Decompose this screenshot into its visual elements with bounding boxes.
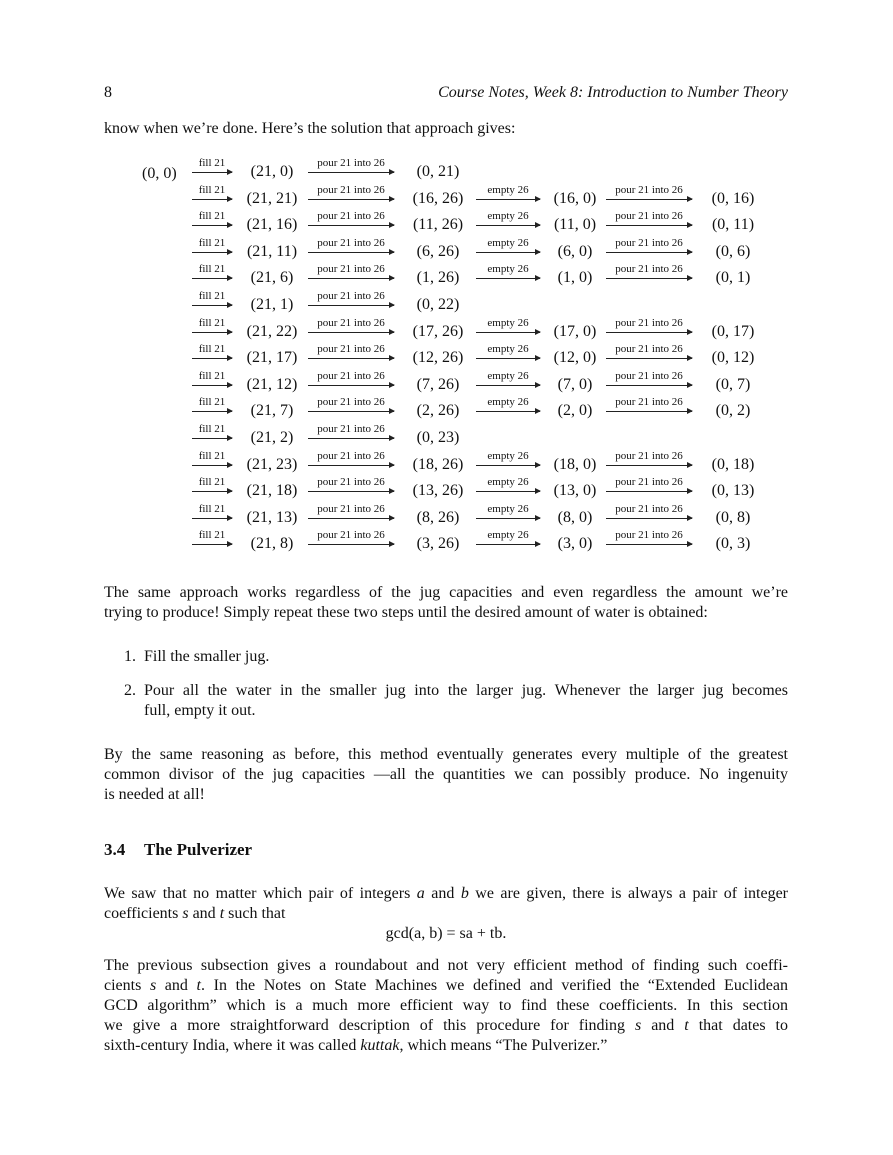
- jug-state: (21, 16): [246, 216, 298, 234]
- step-arrow: [308, 476, 394, 498]
- arrow-icon: [192, 518, 232, 519]
- arrow-icon: [192, 465, 232, 466]
- jug-state: (17, 26): [412, 322, 464, 340]
- step-label: pour 21 into 26: [317, 289, 385, 302]
- arrow-icon: [192, 491, 232, 492]
- step-arrow: [308, 184, 394, 206]
- sequence-row: [138, 423, 758, 450]
- step-arrow: [476, 263, 540, 285]
- text: cients: [104, 977, 150, 994]
- step-arrow: [308, 503, 394, 525]
- arrow-icon: [192, 278, 232, 279]
- arrow-icon: [606, 491, 692, 492]
- step-arrow: [606, 450, 692, 472]
- step-arrow: [606, 396, 692, 418]
- jug-state: (0, 8): [715, 508, 751, 526]
- para4-line: GCD algorithm” which is a much more efficient way to find these coefficients. In this section: [104, 997, 788, 1014]
- arrow-icon: [192, 332, 232, 333]
- sequence-row: [138, 476, 758, 503]
- step-arrow: [192, 529, 232, 551]
- step-label: fill 21: [198, 529, 226, 542]
- sequence-row: [138, 157, 758, 184]
- step-label: pour 21 into 26: [615, 263, 683, 276]
- para3-line: [104, 904, 788, 924]
- jug-state: (12, 0): [553, 349, 597, 367]
- list-text: [144, 681, 788, 721]
- sequence-row: [138, 370, 758, 397]
- arrow-icon: [308, 332, 394, 333]
- arrow-icon: [308, 385, 394, 386]
- text: coefficients: [104, 905, 183, 922]
- step-arrow: [476, 237, 540, 259]
- text: we give a more straightforward description of this procedure for finding: [104, 1017, 635, 1034]
- arrow-icon: [606, 332, 692, 333]
- text: , which means “The Pulverizer.”: [399, 1037, 608, 1054]
- jug-state: (0, 21): [416, 163, 460, 180]
- step-arrow: [606, 503, 692, 525]
- step-label: pour 21 into 26: [615, 210, 683, 223]
- section-number: 3.4: [104, 840, 126, 859]
- step-arrow: [192, 476, 232, 498]
- list-number: 2.: [124, 682, 136, 699]
- step-label: pour 21 into 26: [317, 183, 385, 196]
- var-s: s: [182, 905, 189, 922]
- step-arrow: [192, 237, 232, 259]
- jug-state: (21, 8): [250, 535, 294, 553]
- arrow-icon: [192, 172, 232, 173]
- para1-line: The same approach works regardless of the jug capacities and even regardless the amount we’re: [104, 584, 788, 601]
- step-label: empty 26: [487, 183, 529, 196]
- jug-state: (0, 11): [711, 216, 755, 234]
- para1-line: trying to produce! Simply repeat these two steps until the desired amount of water is obtained:: [104, 604, 708, 621]
- arrow-icon: [192, 305, 232, 306]
- arrow-icon: [476, 332, 540, 333]
- step-label: empty 26: [487, 236, 529, 249]
- jug-state: (0, 17): [711, 322, 755, 340]
- step-arrow: [606, 529, 692, 551]
- jug-state: (1, 0): [557, 269, 593, 287]
- jug-state: (21, 11): [246, 242, 298, 260]
- paragraph-same-reasoning: [104, 745, 788, 805]
- list-text-line: full, empty it out.: [144, 702, 256, 719]
- arrow-icon: [606, 411, 692, 412]
- step-label: fill 21: [198, 449, 226, 462]
- text: sixth-century India, where it was called: [104, 1037, 361, 1054]
- text: . In the Notes on State Machines we defined and verified the “Extended Euclidean: [201, 977, 789, 994]
- section-title: The Pulverizer: [144, 840, 253, 859]
- step-arrow: [308, 343, 394, 365]
- jug-state: (0, 6): [715, 242, 751, 260]
- jug-state: (21, 21): [246, 189, 298, 207]
- jug-state: (16, 0): [553, 189, 597, 207]
- step-arrow: [192, 370, 232, 392]
- arrow-icon: [192, 199, 232, 200]
- step-arrow: [606, 184, 692, 206]
- step-arrow: [476, 529, 540, 551]
- jug-state: (21, 22): [246, 322, 298, 340]
- step-label: pour 21 into 26: [615, 183, 683, 196]
- step-label: fill 21: [198, 236, 226, 249]
- jug-state: (7, 26): [416, 375, 460, 393]
- jug-state: (0, 23): [416, 428, 460, 446]
- text: we are given, there is always a pair of integer: [468, 885, 788, 902]
- jug-state: (0, 22): [416, 295, 460, 313]
- step-label: empty 26: [487, 396, 529, 409]
- sequence-row: [138, 184, 758, 211]
- step-label: empty 26: [487, 263, 529, 276]
- arrow-icon: [192, 411, 232, 412]
- var-t: t: [684, 1017, 689, 1034]
- var-t: t: [196, 977, 201, 994]
- sequence-row: [138, 343, 758, 370]
- var-t: t: [219, 905, 225, 922]
- var-a: a: [416, 885, 425, 902]
- jug-state: (11, 26): [412, 216, 464, 234]
- step-arrow: [476, 503, 540, 525]
- arrow-icon: [308, 438, 394, 439]
- step-arrow: [192, 263, 232, 285]
- step-label: pour 21 into 26: [317, 449, 385, 462]
- arrow-icon: [606, 358, 692, 359]
- sequence-row: [138, 529, 758, 556]
- jug-state: (7, 0): [557, 375, 593, 393]
- arrow-icon: [606, 544, 692, 545]
- step-arrow: [476, 370, 540, 392]
- arrow-icon: [606, 252, 692, 253]
- arrow-icon: [476, 411, 540, 412]
- jug-state: (1, 26): [416, 269, 460, 287]
- step-arrow: [308, 210, 394, 232]
- jug-state: (21, 17): [246, 349, 298, 367]
- jug-state: (21, 18): [246, 482, 298, 500]
- jug-state: (12, 26): [412, 349, 464, 367]
- step-arrow: [476, 343, 540, 365]
- step-arrow: [308, 290, 394, 312]
- jug-state: (21, 13): [246, 508, 298, 526]
- step-label: empty 26: [487, 316, 529, 329]
- step-label: pour 21 into 26: [615, 476, 683, 489]
- running-title: Course Notes, Week 8: Introduction to Number Theory: [438, 84, 788, 101]
- text: We saw that no matter which pair of integers: [104, 885, 417, 902]
- text: and: [641, 1017, 685, 1034]
- step-label: pour 21 into 26: [317, 263, 385, 276]
- arrow-icon: [606, 465, 692, 466]
- jug-state: (8, 26): [416, 508, 460, 526]
- jug-state: (21, 6): [250, 269, 294, 287]
- arrow-icon: [476, 225, 540, 226]
- step-arrow: [308, 396, 394, 418]
- arrow-icon: [476, 252, 540, 253]
- arrow-icon: [192, 252, 232, 253]
- step-arrow: [308, 157, 394, 179]
- jug-state: (0, 3): [715, 535, 751, 553]
- text: and: [188, 905, 220, 922]
- jug-state: (21, 1): [250, 295, 294, 313]
- step-label: empty 26: [487, 343, 529, 356]
- arrow-icon: [476, 518, 540, 519]
- start-state: (0, 0): [142, 165, 177, 182]
- step-arrow: [476, 210, 540, 232]
- page-header: [104, 84, 788, 104]
- step-label: fill 21: [198, 289, 226, 302]
- step-label: empty 26: [487, 502, 529, 515]
- var-b: b: [460, 885, 469, 902]
- step-arrow: [476, 184, 540, 206]
- step-label: pour 21 into 26: [317, 343, 385, 356]
- sequence-row: [138, 450, 758, 477]
- jug-state: (18, 26): [412, 455, 464, 473]
- jug-state: (11, 0): [553, 216, 597, 234]
- arrow-icon: [308, 225, 394, 226]
- arrow-icon: [192, 544, 232, 545]
- arrow-icon: [308, 411, 394, 412]
- step-label: fill 21: [198, 343, 226, 356]
- jug-state: (21, 23): [246, 455, 298, 473]
- arrow-icon: [308, 199, 394, 200]
- step-label: pour 21 into 26: [317, 502, 385, 515]
- step-arrow: [308, 263, 394, 285]
- step-label: fill 21: [198, 396, 226, 409]
- step-label: fill 21: [198, 263, 226, 276]
- arrow-icon: [476, 544, 540, 545]
- arrow-icon: [192, 225, 232, 226]
- jug-state: (0, 1): [715, 269, 751, 287]
- step-label: fill 21: [198, 502, 226, 515]
- step-arrow: [192, 450, 232, 472]
- arrow-icon: [308, 491, 394, 492]
- jug-state: (21, 12): [246, 375, 298, 393]
- step-arrow: [192, 396, 232, 418]
- step-arrow: [192, 210, 232, 232]
- jug-state: (0, 13): [711, 482, 755, 500]
- step-label: empty 26: [487, 449, 529, 462]
- para3-line: [104, 884, 788, 904]
- step-arrow: [192, 184, 232, 206]
- text: such that: [224, 905, 286, 922]
- arrow-icon: [476, 358, 540, 359]
- step-label: pour 21 into 26: [317, 396, 385, 409]
- step-arrow: [606, 237, 692, 259]
- step-label: fill 21: [198, 422, 226, 435]
- step-arrow: [606, 370, 692, 392]
- para4-line: [104, 1016, 788, 1036]
- step-label: empty 26: [487, 529, 529, 542]
- jug-state: (2, 26): [416, 402, 460, 420]
- arrow-icon: [476, 385, 540, 386]
- gcd-equation: gcd(a, b) = sa + tb.: [385, 925, 507, 942]
- step-arrow: [476, 450, 540, 472]
- step-arrow: [606, 343, 692, 365]
- step-arrow: [308, 317, 394, 339]
- sequence-row: [138, 396, 758, 423]
- step-label: pour 21 into 26: [317, 476, 385, 489]
- arrow-icon: [476, 278, 540, 279]
- step-label: pour 21 into 26: [317, 236, 385, 249]
- arrow-icon: [606, 199, 692, 200]
- para2-line: is needed at all!: [104, 786, 205, 803]
- step-arrow: [192, 317, 232, 339]
- jug-state: (21, 0): [250, 163, 294, 180]
- para4-line: [104, 1036, 788, 1056]
- step-arrow: [308, 423, 394, 445]
- step-arrow: [476, 317, 540, 339]
- step-arrow: [192, 503, 232, 525]
- para4-line: [104, 976, 788, 996]
- jug-state: (3, 26): [416, 535, 460, 553]
- jug-state: (0, 18): [711, 455, 755, 473]
- step-arrow: [606, 476, 692, 498]
- step-label: pour 21 into 26: [317, 210, 385, 223]
- step-label: fill 21: [198, 476, 226, 489]
- sequence-row: [138, 317, 758, 344]
- jug-state: (13, 26): [412, 482, 464, 500]
- step-label: pour 21 into 26: [615, 369, 683, 382]
- step-arrow: [192, 157, 232, 179]
- step-label: pour 21 into 26: [317, 369, 385, 382]
- jug-state: (8, 0): [557, 508, 593, 526]
- jug-state: (0, 16): [711, 189, 755, 207]
- jug-state: (3, 0): [557, 535, 593, 553]
- text: and: [424, 885, 461, 902]
- step-label: fill 21: [198, 210, 226, 223]
- var-s: s: [634, 1017, 642, 1034]
- step-label: pour 21 into 26: [615, 396, 683, 409]
- arrow-icon: [308, 305, 394, 306]
- sequence-row: [138, 263, 758, 290]
- jug-state: (16, 26): [412, 189, 464, 207]
- sequence-row: [138, 210, 758, 237]
- arrow-icon: [606, 278, 692, 279]
- step-arrow: [606, 317, 692, 339]
- arrow-icon: [308, 358, 394, 359]
- intro-line: know when we’re done. Here’s the solution that approach gives:: [104, 120, 516, 137]
- step-arrow: [476, 396, 540, 418]
- jug-state: (0, 12): [711, 349, 755, 367]
- para2-line: By the same reasoning as before, this method eventually generates every multiple of the greatest: [104, 746, 788, 763]
- step-label: pour 21 into 26: [615, 343, 683, 356]
- arrow-icon: [308, 465, 394, 466]
- text: that dates to: [688, 1017, 789, 1034]
- sequence-row: [138, 237, 758, 264]
- jug-state-sequence: [138, 157, 758, 556]
- jug-state: (0, 2): [715, 402, 751, 420]
- arrow-icon: [476, 199, 540, 200]
- jug-state: (2, 0): [557, 402, 593, 420]
- paragraph-same-approach: [104, 583, 788, 623]
- step-label: empty 26: [487, 210, 529, 223]
- step-arrow: [308, 237, 394, 259]
- arrow-icon: [308, 252, 394, 253]
- arrow-icon: [308, 172, 394, 173]
- step-label: fill 21: [198, 316, 226, 329]
- list-number: 1.: [124, 648, 136, 665]
- step-arrow: [308, 529, 394, 551]
- para2-line: common divisor of the jug capacities —all the quantities we can possibly produce. No ingenuity: [104, 766, 788, 783]
- jug-state: (6, 0): [557, 242, 593, 260]
- arrow-icon: [606, 385, 692, 386]
- arrow-icon: [192, 438, 232, 439]
- step-label: pour 21 into 26: [615, 529, 683, 542]
- sequence-row: [138, 503, 758, 530]
- step-label: pour 21 into 26: [317, 422, 385, 435]
- arrow-icon: [606, 225, 692, 226]
- list-text: Fill the smaller jug.: [144, 648, 270, 665]
- step-arrow: [192, 423, 232, 445]
- jug-state: (6, 26): [416, 242, 460, 260]
- arrow-icon: [192, 385, 232, 386]
- step-label: pour 21 into 26: [615, 316, 683, 329]
- step-arrow: [192, 343, 232, 365]
- step-arrow: [606, 263, 692, 285]
- step-label: empty 26: [487, 476, 529, 489]
- step-label: pour 21 into 26: [615, 449, 683, 462]
- kuttak-term: kuttak: [360, 1037, 400, 1054]
- step-arrow: [308, 450, 394, 472]
- paragraph-gcd-intro: [104, 884, 788, 924]
- jug-state: (0, 7): [715, 375, 751, 393]
- arrow-icon: [476, 491, 540, 492]
- para4-line: The previous subsection gives a roundabout and not very efficient method of finding such coeffi-: [104, 957, 788, 974]
- section-heading: [104, 840, 252, 860]
- step-label: fill 21: [198, 157, 226, 169]
- step-label: pour 21 into 26: [317, 529, 385, 542]
- jug-state: (18, 0): [553, 455, 597, 473]
- list-text-line: Pour all the water in the smaller jug into the larger jug. Whenever the larger jug becomes: [144, 682, 788, 699]
- step-arrow: [476, 476, 540, 498]
- var-s: s: [149, 977, 157, 994]
- jug-state: (17, 0): [553, 322, 597, 340]
- arrow-icon: [606, 518, 692, 519]
- arrow-icon: [308, 544, 394, 545]
- step-label: fill 21: [198, 369, 226, 382]
- step-label: pour 21 into 26: [317, 316, 385, 329]
- paragraph-pulverizer: [104, 956, 788, 1056]
- jug-state: (21, 2): [250, 428, 294, 446]
- text: and: [156, 977, 197, 994]
- step-arrow: [308, 370, 394, 392]
- jug-state: (13, 0): [553, 482, 597, 500]
- step-label: empty 26: [487, 369, 529, 382]
- step-label: pour 21 into 26: [317, 157, 385, 169]
- step-arrow: [606, 210, 692, 232]
- step-label: pour 21 into 26: [615, 236, 683, 249]
- arrow-icon: [308, 278, 394, 279]
- step-label: fill 21: [198, 183, 226, 196]
- arrow-icon: [476, 465, 540, 466]
- page-number: 8: [104, 84, 112, 101]
- sequence-row: [138, 290, 758, 317]
- step-label: pour 21 into 26: [615, 502, 683, 515]
- jug-state: (21, 7): [250, 402, 294, 420]
- arrow-icon: [192, 358, 232, 359]
- step-arrow: [192, 290, 232, 312]
- arrow-icon: [308, 518, 394, 519]
